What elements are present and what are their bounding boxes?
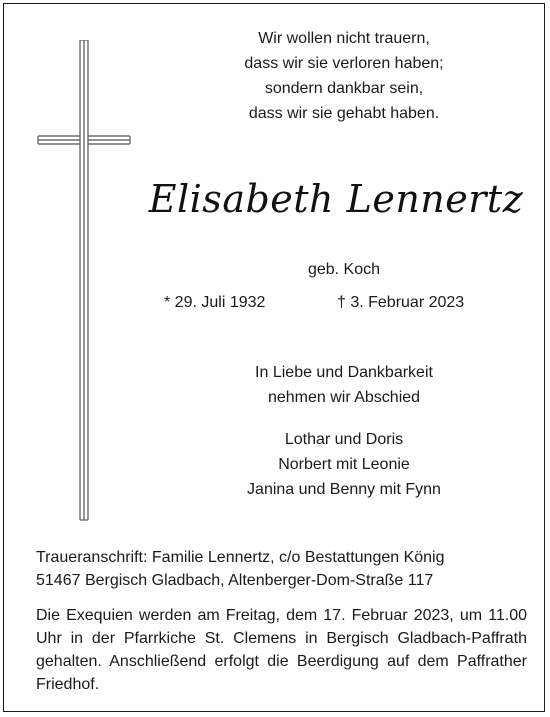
poem xyxy=(154,26,534,126)
death-date: † 3. Februar 2023 xyxy=(337,294,465,311)
address-line: Traueranschrift: Familie Lennertz, c/o Bestattungen König xyxy=(36,549,445,566)
born-name: geb. Koch xyxy=(307,261,381,278)
farewell xyxy=(154,360,534,410)
deceased-name: Elisabeth Lennertz xyxy=(148,177,524,221)
cross-icon xyxy=(34,40,134,525)
farewell-line: nehmen wir Abschied xyxy=(267,389,421,406)
family-line: Janina und Benny mit Fynn xyxy=(247,481,441,498)
funeral-info: Die Exequien werden am Freitag, dem 17. Februar 2023, um 11.00 Uhr in der Pfarrkiche St. Clemens in Bergisch Gladbach-Paffrath gehalten. Anschließend erfolgt die Beerdigung auf dem Paffrather Friedhof. xyxy=(36,607,527,693)
poem-line: Wir wollen nicht trauern, xyxy=(258,30,430,47)
poem-line: sondern dankbar sein, xyxy=(264,80,424,97)
obituary-notice xyxy=(3,3,545,712)
address-line: 51467 Bergisch Gladbach, Altenberger-Dom-Straße 117 xyxy=(36,572,434,589)
farewell-line: In Liebe und Dankbarkeit xyxy=(255,364,433,381)
birth-date: * 29. Juli 1932 xyxy=(164,294,266,311)
family-line: Norbert mit Leonie xyxy=(278,456,410,473)
poem-line: dass wir sie gehabt haben. xyxy=(248,105,440,122)
poem-line: dass wir sie verloren haben; xyxy=(244,55,444,72)
family-line: Lothar und Doris xyxy=(284,431,404,448)
family-list xyxy=(154,427,534,502)
mourning-address xyxy=(36,546,526,592)
